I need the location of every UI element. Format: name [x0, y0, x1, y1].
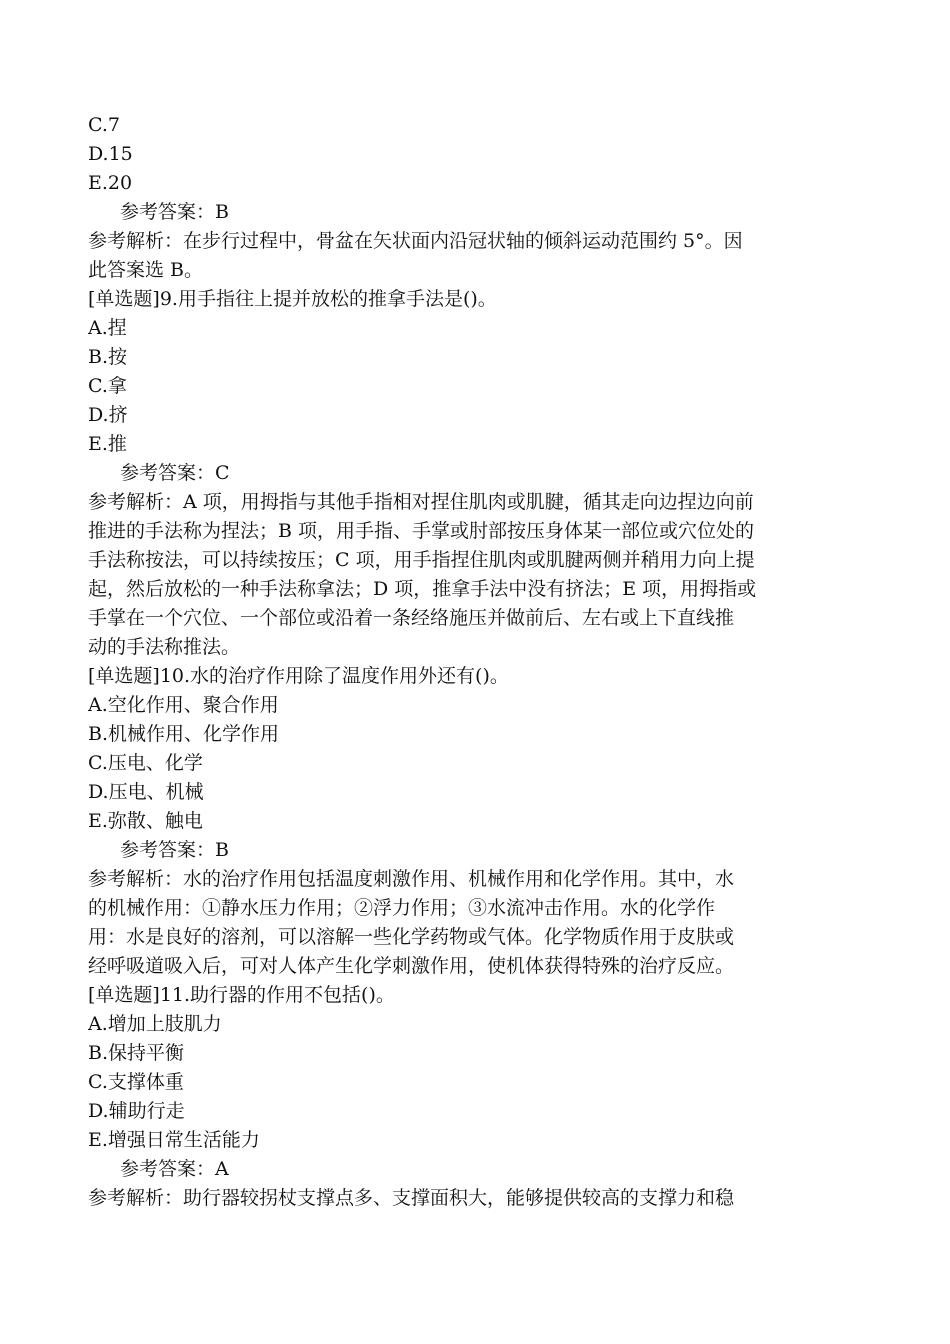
- explanation-line: 手掌在一个穴位、一个部位或沿着一条经络施压并做前后、左右或上下直线推: [88, 607, 735, 629]
- option-line: A.空化作用、聚合作用: [88, 694, 279, 716]
- explanation-line: 此答案选 B。: [88, 259, 204, 281]
- option-line: C.7: [88, 114, 120, 136]
- question-line: [单选题]9.用手指往上提并放松的推拿手法是()。: [88, 288, 497, 310]
- option-line: C.压电、化学: [88, 752, 203, 774]
- option-line: B.机械作用、化学作用: [88, 723, 280, 745]
- explanation-line: 参考解析：A 项，用拇指与其他手指相对捏住肌肉或肌腱，循其走向边捏边向前: [88, 491, 754, 513]
- option-line: C.拿: [88, 375, 127, 397]
- option-line: B.按: [88, 346, 128, 368]
- question-line: [单选题]11.助行器的作用不包括()。: [88, 984, 395, 1006]
- option-line: B.保持平衡: [88, 1042, 185, 1064]
- explanation-line: 起，然后放松的一种手法称拿法；D 项，推拿手法中没有挤法；E 项，用拇指或: [88, 578, 757, 600]
- option-line: C.支撑体重: [88, 1071, 184, 1093]
- explanation-line: 推进的手法称为捏法；B 项，用手指、手掌或肘部按压身体某一部位或穴位处的: [88, 520, 755, 542]
- answer-line: 参考答案：B: [120, 201, 229, 223]
- option-line: D.挤: [88, 404, 128, 426]
- answer-line: 参考答案：A: [120, 1158, 229, 1180]
- question-line: [单选题]10.水的治疗作用除了温度作用外还有()。: [88, 665, 509, 687]
- explanation-line: 的机械作用：①静水压力作用；②浮力作用；③水流冲击作用。水的化学作: [88, 897, 716, 919]
- explanation-line: 参考解析：助行器较拐杖支撑点多、支撑面积大，能够提供较高的支撑力和稳: [88, 1187, 735, 1209]
- explanation-line: 经呼吸道吸入后，可对人体产生化学刺激作用，使机体获得特殊的治疗反应。: [88, 955, 735, 977]
- explanation-line: 动的手法称推法。: [88, 636, 241, 658]
- explanation-line: 参考解析：在步行过程中，骨盆在矢状面内沿冠状轴的倾斜运动范围约 5°。因: [88, 230, 743, 252]
- option-line: E.推: [88, 433, 127, 455]
- option-line: A.增加上肢肌力: [88, 1013, 222, 1035]
- explanation-line: 用：水是良好的溶剂，可以溶解一些化学药物或气体。化学物质作用于皮肤或: [88, 926, 735, 948]
- answer-line: 参考答案：C: [120, 462, 230, 484]
- answer-line: 参考答案：B: [120, 839, 229, 861]
- option-line: E.增强日常生活能力: [88, 1129, 260, 1151]
- explanation-line: 手法称按法，可以持续按压；C 项，用手指捏住肌肉或肌腱两侧并稍用力向上提: [88, 549, 755, 571]
- option-line: E.20: [88, 172, 133, 194]
- option-line: A.捏: [88, 317, 127, 339]
- option-line: E.弥散、触电: [88, 810, 203, 832]
- option-line: D.压电、机械: [88, 781, 204, 803]
- explanation-line: 参考解析：水的治疗作用包括温度刺激作用、机械作用和化学作用。其中，水: [88, 868, 735, 890]
- option-line: D.15: [88, 143, 133, 165]
- option-line: D.辅助行走: [88, 1100, 185, 1122]
